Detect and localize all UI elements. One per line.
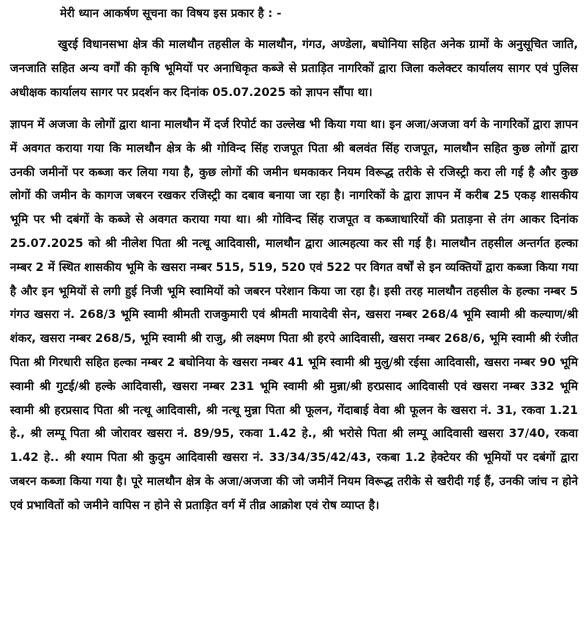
paragraph-memorandum: खुरई विधानसभा क्षेत्र की मालथौन तहसील के मालथौन, गंगउ, अण्डेला, बघोनिया सहित अनेक ग्रामों के अनुसूचित जाति, जनजाति सहित अन्य वर्गों की कृषि भूमियों पर अनाधिकृत कब्जे से प्रताड़ित नागरिकों द्वारा जिला कलेक्टर कार्यालय सागर एवं पुलिस अधीक्षक कार्यालय सागर पर प्रदर्शन कर दिनांक 05.07.2025 को ज्ञापन सौंपा था। — [10, 37, 578, 99]
paragraph-details: ज्ञापन में अजजा के लोगों द्वारा थाना मालथौन में दर्ज रिपोर्ट का उल्लेख भी किया गया था। इन अजा/अजजा वर्ग के नागरिकों द्वारा ज्ञापन में अवगत कराया गया कि मालथौन क्षेत्र के श्री गोविन्द सिंह राजपूत पिता श्री बलवंत सिंह राजपूत, मालथौन सहित कुछ लोगों द्वारा उनकी जमीनों पर कब्जा कर लिया गया है, कुछ लोगों की जमीन धमकाकर नियम विरूद्ध तरीके से रजिस्ट्री करा ली गई है और कुछ लोगों की जमीन के कागज जबरन रखकर रजिस्ट्री का दबाव बनाया जा रहा है। नागरिकों के द्वारा ज्ञापन में करीब 25 एकड़ शासकीय भूमि पर भी दबंगों के कब्जे से अवगत कराया गया था। श्री गोविन्द सिंह राजपूत व कब्जाधारियों की प्रताड़ना से तंग आकर दिनांक 25.07.2025 को श्री नीलेश पिता श्री नत्थू आदिवासी, मालथौन द्वारा आत्महत्या कर सी गई है। मालथौन तहसील अन्तर्गत हल्का नम्बर 2 में स्थित शासकीय भूमि के खसरा नम्बर 515, 519, 520 एवं 522 पर विगत वर्षों से इन व्यक्तियों द्वारा कब्जा किया गया है और इन भूमियों से लगी हुई निजी भूमि स्वामियों को जबरन परेशान किया जा रहा है। इसी तरह मालथौन तहसील के हल्का नम्बर 5 गंगउ खसरा नं. 268/3 भूमि स्वामी श्रीमती राजकुमारी एवं श्रीमती मायादेवी सेन, खसरा नम्बर 268/4 भूमि स्वामी श्री कल्याण/श्री शंकर, खसरा नम्बर 268/5, भूमि स्वामी श्री राजु, श्री लक्ष्मण पिता श्री हरपे आदिवासी, खसरा नम्बर 268/6, भूमि स्वामी श्री रंजीत पिता श्री गिरधारी सहित हल्का नम्बर 2 बघोनिया के खसरा नम्बर 41 भूमि स्वामी श्री मुलु/श्री रईसा आदिवासी, खसरा नम्बर 90 भूमि स्वामी श्री गुटई/श्री हल्के आदिवासी, खसरा नम्बर 231 भूमि स्वामी श्री मुन्ना/श्री हरप्रसाद आदिवासी एवं खसरा नम्बर 332 भूमि स्वामी श्री हरप्रसाद पिता श्री नत्थू आदिवासी, श्री नत्थू मुन्ना पिता श्री फूलन, गेंदाबाई वेवा श्री फूलन के खसरा नं. 31, रकवा 1.21 हे., श्री लम्पू पिता श्री जोरावर खसरा नं. 89/95, रकवा 1.42 हे., श्री भरोसे पिता श्री लम्पू आदिवासी खसरा 37/40, रकवा 1.42 हे.. श्री श्याम पिता श्री कुदुम आदिवासी खसरा नं. 33/34/35/42/43, रकबा 1.2 हेक्टेयर की भूमियों पर दबंगों द्वारा जबरन कब्जा किया गया है। पूरे मालथौन क्षेत्र के अजा/अजजा की जो जमीनें नियम विरूद्ध तरीके से खरीदी गई हैं, उनकी जांच न होने एवं प्रभावितों को जमीने वापिस न होने से प्रताड़ित वर्ग में तीव्र आक्रोश एवं रोष व्याप्त है। — [10, 117, 578, 512]
document-heading: मेरी ध्यान आकर्षण सूचना का विषय इस प्रकार है : - — [60, 6, 282, 20]
